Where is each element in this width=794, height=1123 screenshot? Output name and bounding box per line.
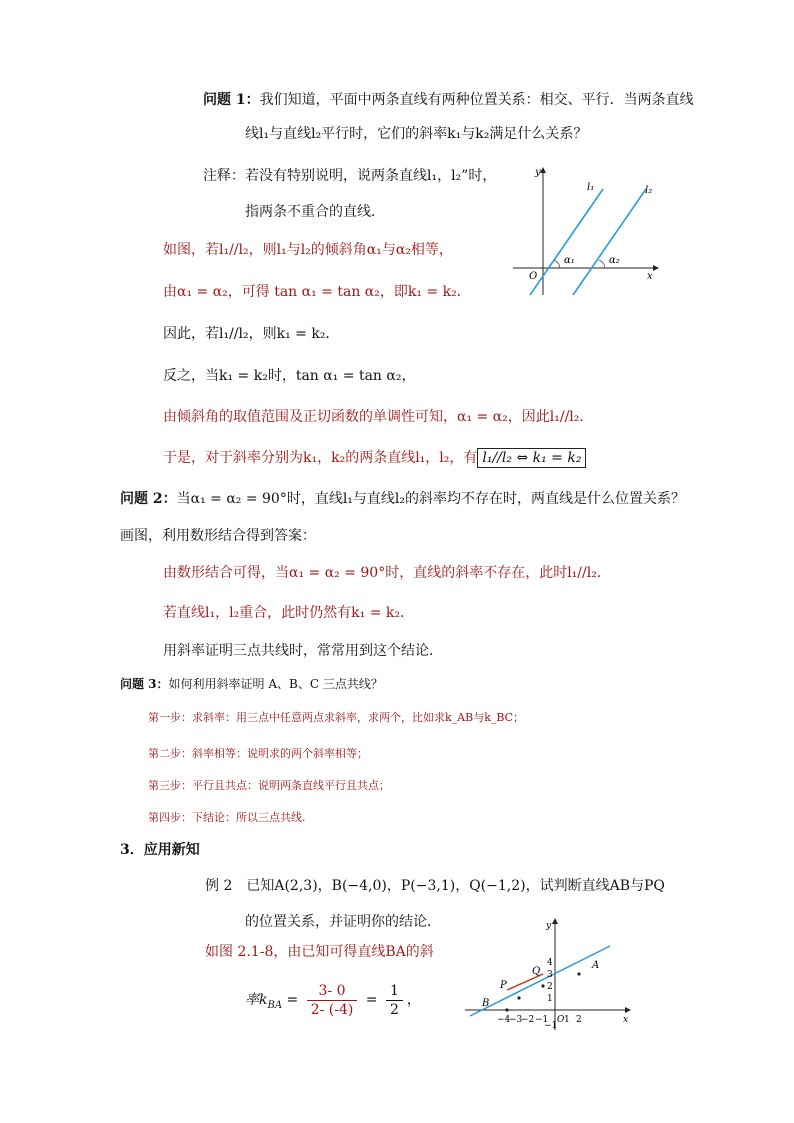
fig2-point-Q <box>541 984 544 987</box>
fig2-ytick: 3 <box>547 970 553 980</box>
section3-title: 3．应用新知 <box>120 842 200 858</box>
fig1-origin: O <box>529 271 538 282</box>
q3-step2: 第二步：斜率相等：说明求的两个斜率相等； <box>148 747 368 760</box>
fig2-xticks <box>497 1015 582 1025</box>
fig2-point-A <box>577 972 580 975</box>
derivation-line4: 反之，当k₁ = k₂时，tan α₁ = tan α₂， <box>163 368 416 384</box>
q3-text: 如何利用斜率证明 A、B、C 三点共线？ <box>168 677 383 691</box>
ex2-k-prefix: 率k <box>245 992 268 1008</box>
fig2-point-B <box>505 1008 508 1011</box>
fig2-point-P <box>517 996 520 999</box>
fig2-xtick: −3 <box>509 1015 523 1025</box>
q3-step4: 第四步：下结论：所以三点共线. <box>148 811 306 824</box>
fig2-x-arrow <box>625 1007 631 1013</box>
ex2-frac2-den: 2 <box>390 1001 399 1018</box>
q1-label: 问题 1： <box>203 92 260 108</box>
ex2-k-sub: BA <box>267 999 283 1011</box>
fig2-xtick: −2 <box>521 1015 535 1025</box>
q3-step3: 第三步：平行且共点：说明两条直线平行且共点； <box>148 779 390 792</box>
fig2-ytick: −1 <box>544 1021 558 1031</box>
fig2-label-P: P <box>500 980 507 991</box>
fig2-y-arrow <box>552 918 558 924</box>
fig1-a2-label: α₂ <box>609 255 620 266</box>
fig2-ytick: 2 <box>547 982 553 992</box>
fig2-ytick: 4 <box>547 958 553 968</box>
ex2-frac-num: 3- 0 <box>307 982 358 1001</box>
fig2-line-BA <box>470 946 610 1016</box>
fig2-label-Q: Q <box>532 966 541 977</box>
q2-line5: 用斜率证明三点共线时，常常用到这个结论． <box>163 643 443 659</box>
figure-parallel-lines <box>505 165 665 305</box>
fig1-l2-label: l₂ <box>645 185 653 196</box>
note-line2: 指两条不重合的直线． <box>245 204 385 220</box>
fig1-x-arrow <box>653 265 659 271</box>
q2-text: 当α₁ = α₂ = 90°时，直线l₁与直线l₂的斜率均不存在时，两直线是什么位置关系？ <box>176 491 686 507</box>
ex2-fraction <box>307 982 358 1019</box>
fig2-xtick: 1 <box>564 1015 570 1025</box>
fig1-angle2-arc <box>599 260 605 268</box>
derivation-line5: 由倾斜角的取值范围及正切函数的单调性可知，α₁ = α₂，因此l₁//l₂． <box>163 409 594 425</box>
derivation-line2: 由α₁ = α₂，可得 tan α₁ = tan α₂，即k₁ = k₂． <box>163 284 471 300</box>
fig2-xtick: −4 <box>497 1015 511 1025</box>
fig1-line-l2 <box>573 189 646 295</box>
fig2-origin: O <box>557 1015 565 1025</box>
fig2-x-label: x <box>623 1015 629 1025</box>
ex2-fraction2 <box>386 982 403 1019</box>
fig1-l1-label: l₁ <box>587 182 595 193</box>
ex2-frac2-num: 1 <box>386 982 403 1001</box>
fig2-xtick: 2 <box>576 1015 582 1025</box>
fig2-y-label: y <box>546 921 552 931</box>
fig1-y-label: y <box>535 167 541 178</box>
q1-line2: 线l₁与直线l₂平行时，它们的斜率k₁与k₂满足什么关系？ <box>245 126 588 142</box>
q1-line1 <box>203 90 694 110</box>
fig2-xtick: −1 <box>535 1015 549 1025</box>
derivation-line1: 如图，若l₁//l₂，则l₁与l₂的倾斜角α₁与α₂相等， <box>163 242 453 258</box>
fig1-a1-label: α₁ <box>564 255 575 266</box>
conclusion-box: l₁//l₂ ⇔ k₁ = k₂ <box>477 448 586 468</box>
fig2-ytick: 1 <box>547 994 553 1004</box>
q2-line3: 由数形结合可得，当α₁ = α₂ = 90°时，直线的斜率不存在，此时l₁//l₂． <box>163 565 611 581</box>
ex2-eq1: = <box>282 992 303 1008</box>
q3-label: 问题 3： <box>120 677 169 691</box>
ex2-line2: 的位置关系，并证明你的结论． <box>245 914 441 930</box>
fig2-label-A: A <box>592 960 600 971</box>
fig2-label-B: B <box>482 998 490 1009</box>
q2-line2: 画图，利用数形结合得到答案： <box>120 528 316 544</box>
figure-example2 <box>460 918 640 1038</box>
q1-text-1: 我们知道，平面中两条直线有两种位置关系：相交、平行．当两条直线 <box>259 92 694 108</box>
ex2-line3: 如图 2.1-8，由已知可得直线BA的斜 <box>205 944 434 960</box>
ex2-line4 <box>245 980 421 1026</box>
fig1-y-arrow <box>540 167 546 173</box>
ex2-line1: 例 2 已知A(2,3)，B(−4,0)，P(−3,1)，Q(−1,2)，试判断直线AB与PQ <box>205 878 665 894</box>
derivation-line3: 因此，若l₁//l₂，则k₁ = k₂． <box>163 326 340 342</box>
ex2-tail: ， <box>406 992 421 1008</box>
q3-line <box>120 676 383 692</box>
ex2-eq2: = <box>361 992 382 1008</box>
ex2-frac-den: 2- (-4) <box>310 1001 354 1018</box>
q2-line1 <box>120 489 685 509</box>
q3-step1: 第一步：求斜率：用三点中任意两点求斜率，求两个，比如求k_AB与k_BC； <box>148 711 525 724</box>
fig1-line-l1 <box>530 189 603 295</box>
q2-label: 问题 2： <box>120 491 177 507</box>
q2-line4: 若直线l₁，l₂重合，此时仍然有k₁ = k₂． <box>163 605 415 621</box>
note-line1: 注释：若没有特别说明，说两条直线l₁，l₂”时， <box>203 168 497 184</box>
fig1-angle1-arc <box>554 260 560 268</box>
derivation-line6 <box>163 448 586 468</box>
fig1-x-label: x <box>647 271 653 282</box>
derivation-line6-text: 于是，对于斜率分别为k₁，k₂的两条直线l₁，l₂，有 <box>163 450 478 466</box>
